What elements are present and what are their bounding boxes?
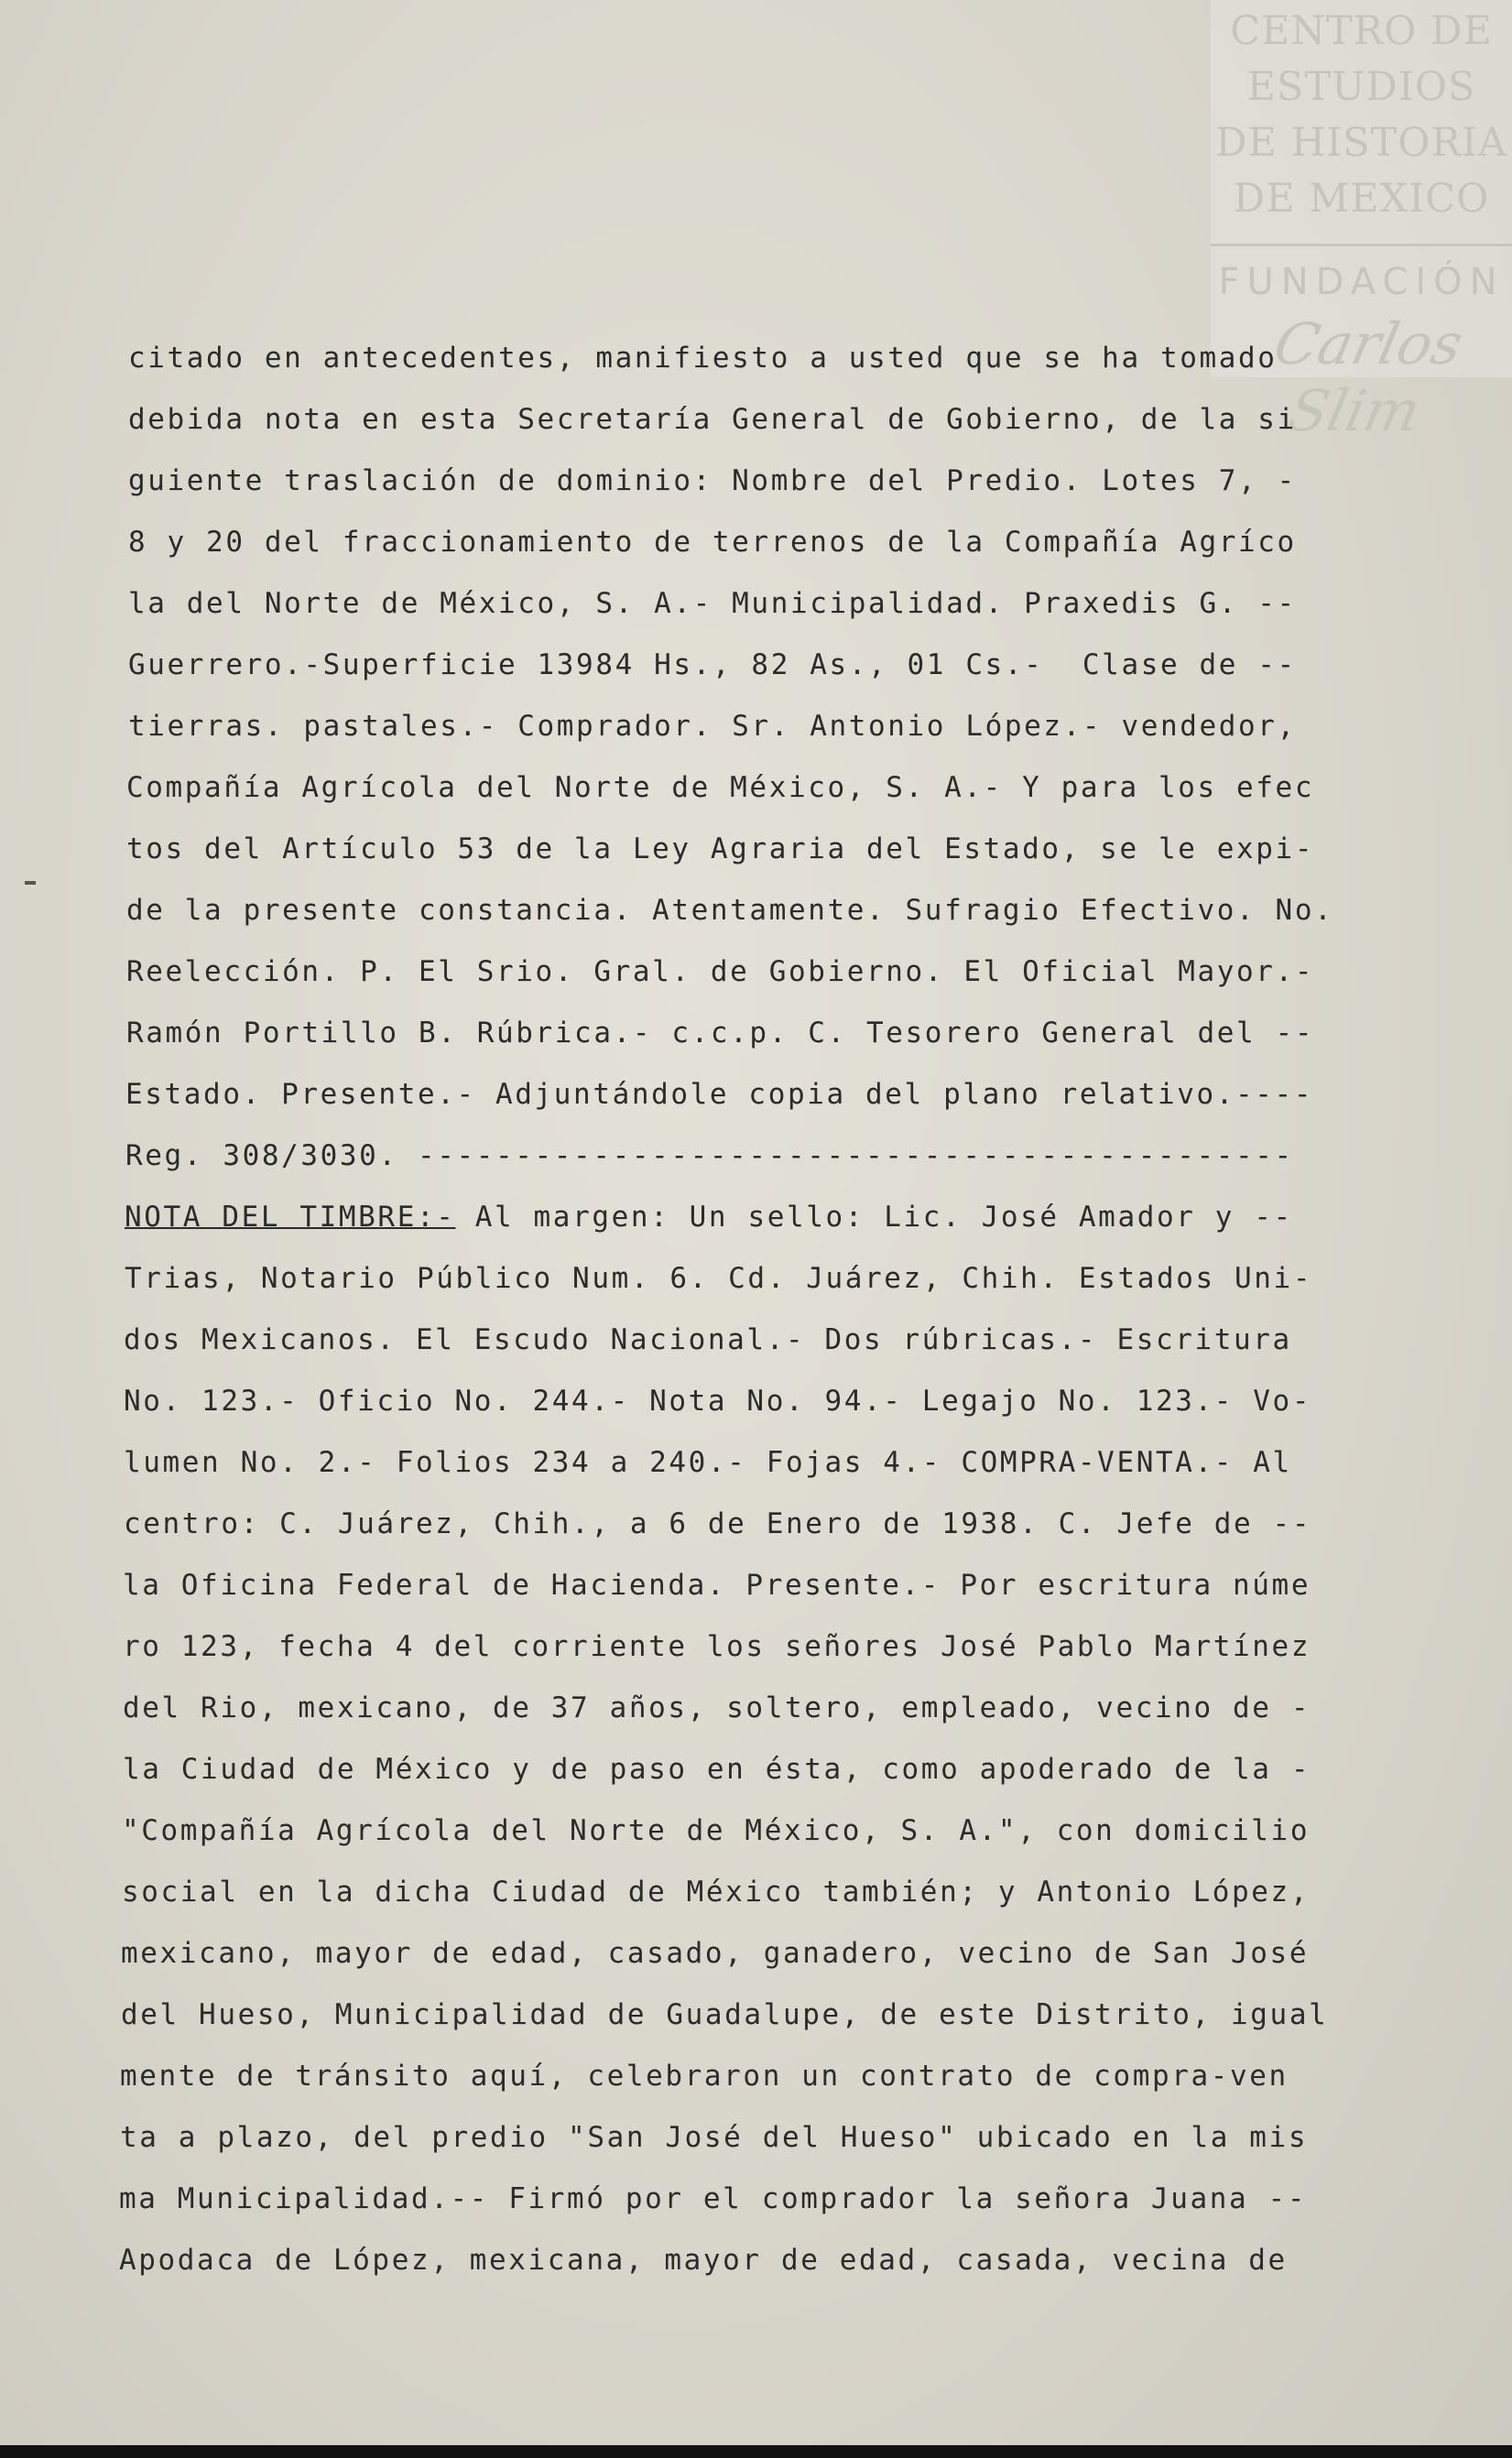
text-line: "Compañía Agrícola del Norte de México, S. A.", con domicilio [122,1814,1311,1847]
watermark-foundation: FUNDACIÓN [1218,261,1505,303]
watermark-line-1: CENTRO DE [1230,8,1493,54]
text-line: la del Norte de México, S. A.- Municipalidad. Praxedis G. -- [128,587,1297,620]
text-line: Apodaca de López, mexicana, mayor de edad, casada, vecina de [119,2244,1288,2277]
nota-heading: NOTA DEL TIMBRE:- [125,1201,456,1234]
text-line: Estado. Presente.- Adjuntándole copia del plano relativo.---- [125,1078,1314,1111]
text-line: Trias, Notario Público Num. 6. Cd. Juárez, Chih. Estados Uni- [125,1262,1313,1295]
text-line: No. 123.- Oficio No. 244.- Nota No. 94.- Legajo No. 123.- Vo- [124,1385,1312,1418]
text-line: Reg. 308/3030. --------------------------------------------- [125,1139,1294,1172]
nota-text: Al margen: Un sello: Lic. José Amador y -- [474,1201,1293,1234]
text-line: guiente traslación de dominio: Nombre del Predio. Lotes 7, - [128,464,1297,497]
watermark-line-3: DE HISTORIA [1215,120,1507,166]
text-line: Compañía Agrícola del Norte de México, S. A.- Y para los efec [126,771,1315,804]
archive-watermark [1211,0,1512,444]
text-line: ta a plazo, del predio "San José del Hueso" ubicado en la mis [120,2121,1309,2154]
text-line: tierras. pastales.- Comprador. Sr. Antonio López.- vendedor, [128,710,1297,743]
text-line: debida nota en esta Secretaría General de Gobierno, de la si [128,403,1297,436]
watermark-divider [1211,244,1512,246]
text-line: 8 y 20 del fraccionamiento de terrenos de la Compañía Agríco [128,526,1297,559]
scan-bottom-edge [0,2445,1512,2458]
text-line: la Ciudad de México y de paso en ésta, como apoderado de la - [123,1753,1311,1786]
text-line: Ramón Portillo B. Rúbrica.- c.c.p. C. Tesorero General del -- [126,1017,1315,1050]
text-line: Reelección. P. El Srio. Gral. de Gobierno. El Oficial Mayor.- [126,955,1315,988]
text-line: mente de tránsito aquí, celebraron un contrato de compra-ven [120,2060,1289,2093]
text-line: del Rio, mexicano, de 37 años, soltero, empleado, vecino de - [123,1691,1311,1724]
text-line: de la presente constancia. Atentamente. Sufragio Efectivo. No. [126,894,1334,927]
text-line: lumen No. 2.- Folios 234 a 240.- Fojas 4.- COMPRA-VENTA.- Al [124,1446,1292,1479]
watermark-line-2: ESTUDIOS [1246,64,1476,110]
text-line: ma Municipalidad.-- Firmó por el comprador la señora Juana -- [119,2182,1308,2215]
text-line: ro 123, fecha 4 del corriente los señores José Pablo Martínez [123,1630,1311,1663]
text-line: citado en antecedentes, manifiesto a usted que se ha tomado [128,342,1278,375]
text-line: del Hueso, Municipalidad de Guadalupe, de este Distrito, igual [121,1998,1329,2031]
text-line: Guerrero.-Superficie 13984 Hs., 82 As., 01 Cs.- Clase de -- [128,648,1297,681]
watermark-signature: Carlos Slim [1267,310,1469,444]
text-line: social en la dicha Ciudad de México también; y Antonio López, [122,1876,1311,1909]
text-line: tos del Artículo 53 de la Ley Agraria del Estado, se le expi- [126,832,1315,865]
text-line: dos Mexicanos. El Escudo Nacional.- Dos rúbricas.- Escritura [124,1323,1292,1356]
nota-del-timbre-line [125,1201,1293,1234]
watermark-line-4: DE MEXICO [1233,176,1490,222]
text-line: la Oficina Federal de Hacienda. Presente.- Por escritura núme [123,1569,1311,1602]
text-line: centro: C. Juárez, Chih., a 6 de Enero de 1938. C. Jefe de -- [124,1507,1312,1540]
text-line: mexicano, mayor de edad, casado, ganadero, vecino de San José [121,1937,1310,1970]
